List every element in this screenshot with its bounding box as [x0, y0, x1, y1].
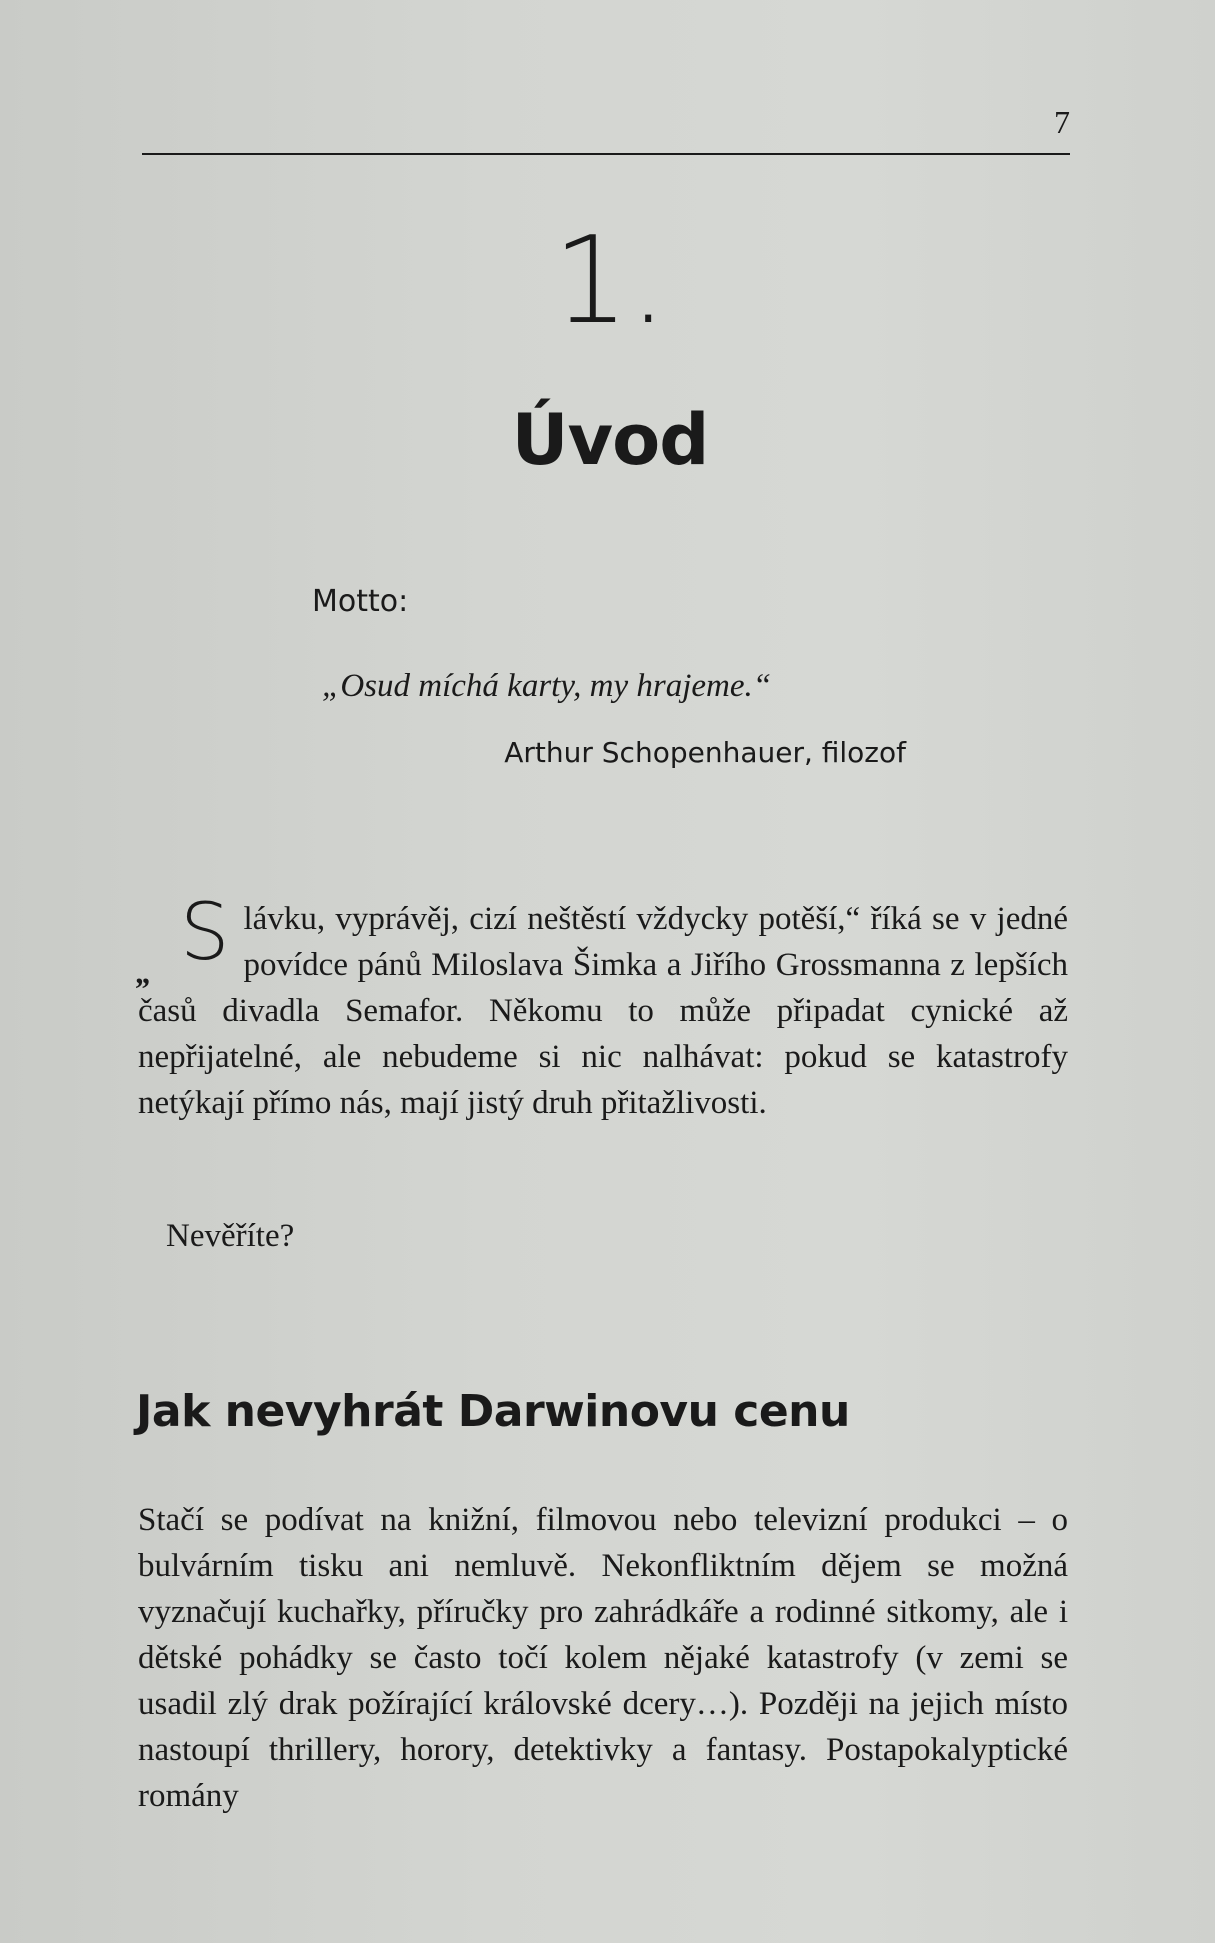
header-rule: [142, 153, 1070, 155]
chapter-title: Úvod: [511, 399, 709, 481]
page-number: 7: [1054, 104, 1070, 140]
intro-paragraph-text: lávku, vyprávěj, cizí neštěstí vždycky potěší,“ říká se v jedné povídce pánů Miloslava Šimka a Jiřího Grossmanna z lepších časů divadla Semafor. Někomu to může připadat cynické až nepřijatelné, ale nebudeme si nic nalhávat: pokud se katastrofy netýkají přímo nás, mají jistý druh přitažlivosti.: [138, 901, 1068, 1121]
drop-cap: S: [180, 888, 230, 978]
intro-paragraph: [138, 888, 1068, 1126]
section-paragraph: Stačí se podívat na knižní, filmovou nebo televizní produkci – o bulvárním tisku ani nemluvě. Nekonfliktním dějem se možná vyznačují kuchařky, příručky pro zahrádkáře a rodinné sitkomy, ale i dětské pohádky se často točí kolem nějaké katastrofy (v zemi se usadil zlý drak požírající královské dcery…). Později na jejich místo nastoupí thrillery, horory, detektivky a fantasy. Postapokalyptické romány: [138, 1502, 1068, 1814]
section-heading: Jak nevyhrát Darwinovu cenu: [136, 1386, 850, 1437]
chapter-number: 1.: [552, 212, 668, 351]
opening-quote-mark: „: [136, 954, 152, 990]
motto-author: Arthur Schopenhauer, filozof: [504, 736, 906, 769]
second-paragraph: Nevěříte?: [166, 1218, 295, 1254]
motto-label: Motto:: [312, 584, 409, 619]
motto-quote: „Osud míchá karty, my hrajeme.“: [322, 668, 772, 704]
